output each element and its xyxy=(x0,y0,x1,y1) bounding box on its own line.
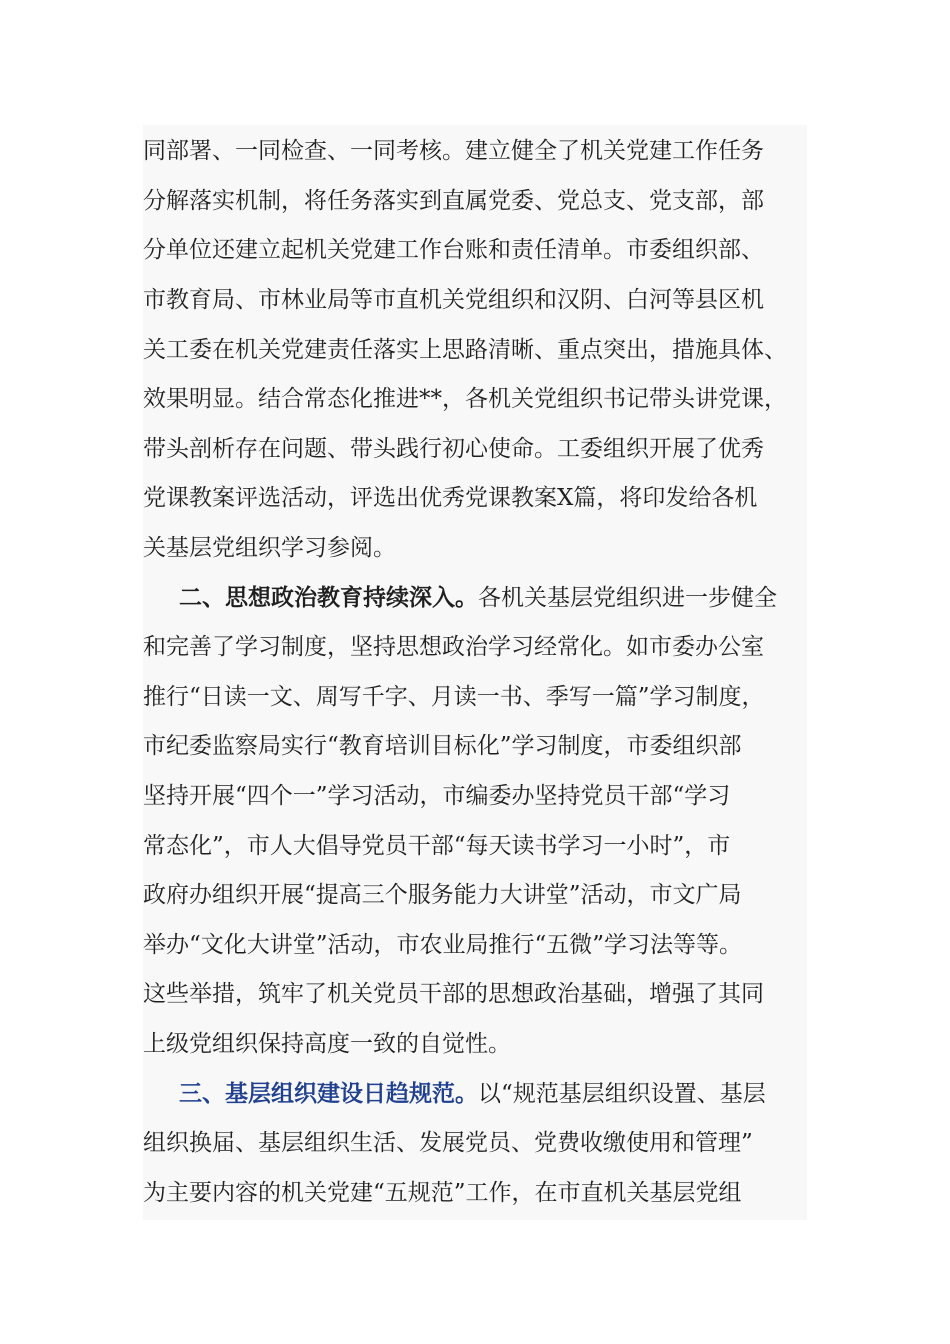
section-2-heading: 二、思想政治教育持续深入。 xyxy=(179,584,478,611)
section-3-line: 组织换届、基层组织生活、发展党员、党费收缴使用和管理” xyxy=(143,1130,753,1156)
section-2-line: 这些举措，筑牢了机关党员干部的思想政治基础，增强了其同 xyxy=(143,981,764,1007)
section-3-first-line-text: 以“规范基层组织设置、基层 xyxy=(478,1081,766,1107)
paragraph-1-line-4: 市教育局、市林业局等市直机关党组织和汉阴、白河等县区机 xyxy=(143,287,764,313)
section-2-line: 坚持开展“四个一”学习活动，市编委办坚持党员干部“学习 xyxy=(143,783,731,809)
section-2-line: 推行“日读一文、周写千字、月读一书、季写一篇”学习制度， xyxy=(143,684,765,710)
section-3-heading: 三、基层组织建设日趋规范。 xyxy=(179,1080,478,1107)
section-2-first-line-text: 各机关基层党组织进一步健全 xyxy=(478,585,777,611)
section-2-line: 举办“文化大讲堂”活动，市农业局推行“五微”学习法等等。 xyxy=(143,932,743,958)
paragraph-1-line-5: 关工委在机关党建责任落实上思路清晰、重点突出，措施具体、 xyxy=(143,337,787,363)
paragraph-1-line-8: 党课教案评选活动，评选出优秀党课教案X篇，将印发给各机 xyxy=(143,485,758,511)
section-2-line: 政府办组织开展“提高三个服务能力大讲堂”活动，市文广局 xyxy=(143,882,742,908)
section-3-line: 为主要内容的机关党建“五规范”工作，在市直机关基层党组 xyxy=(143,1180,742,1206)
paragraph-1-line-3: 分单位还建立起机关党建工作台账和责任清单。市委组织部、 xyxy=(143,237,764,263)
section-2-first-line xyxy=(179,582,777,614)
section-3-first-line xyxy=(179,1078,766,1110)
section-2-line: 市纪委监察局实行“教育培训目标化”学习制度，市委组织部 xyxy=(143,733,742,759)
paragraph-1-line-1: 同部署、一同检查、一同考核。建立健全了机关党建工作任务 xyxy=(143,138,764,164)
section-2-line: 常态化”，市人大倡导党员干部“每天读书学习一小时”，市 xyxy=(143,833,731,859)
paragraph-1-line-2: 分解落实机制，将任务落实到直属党委、党总支、党支部，部 xyxy=(143,188,764,214)
paragraph-1-line-7: 带头剖析存在问题、带头践行初心使命。工委组织开展了优秀 xyxy=(143,436,764,462)
section-2-line: 和完善了学习制度，坚持思想政治学习经常化。如市委办公室 xyxy=(143,634,764,660)
paragraph-1-line-9: 关基层党组织学习参阅。 xyxy=(143,535,396,561)
paragraph-1-line-6: 效果明显。结合常态化推进**，各机关党组织书记带头讲党课， xyxy=(143,386,787,412)
section-2-line: 上级党组织保持高度一致的自觉性。 xyxy=(143,1031,511,1057)
document-body xyxy=(143,125,807,1220)
